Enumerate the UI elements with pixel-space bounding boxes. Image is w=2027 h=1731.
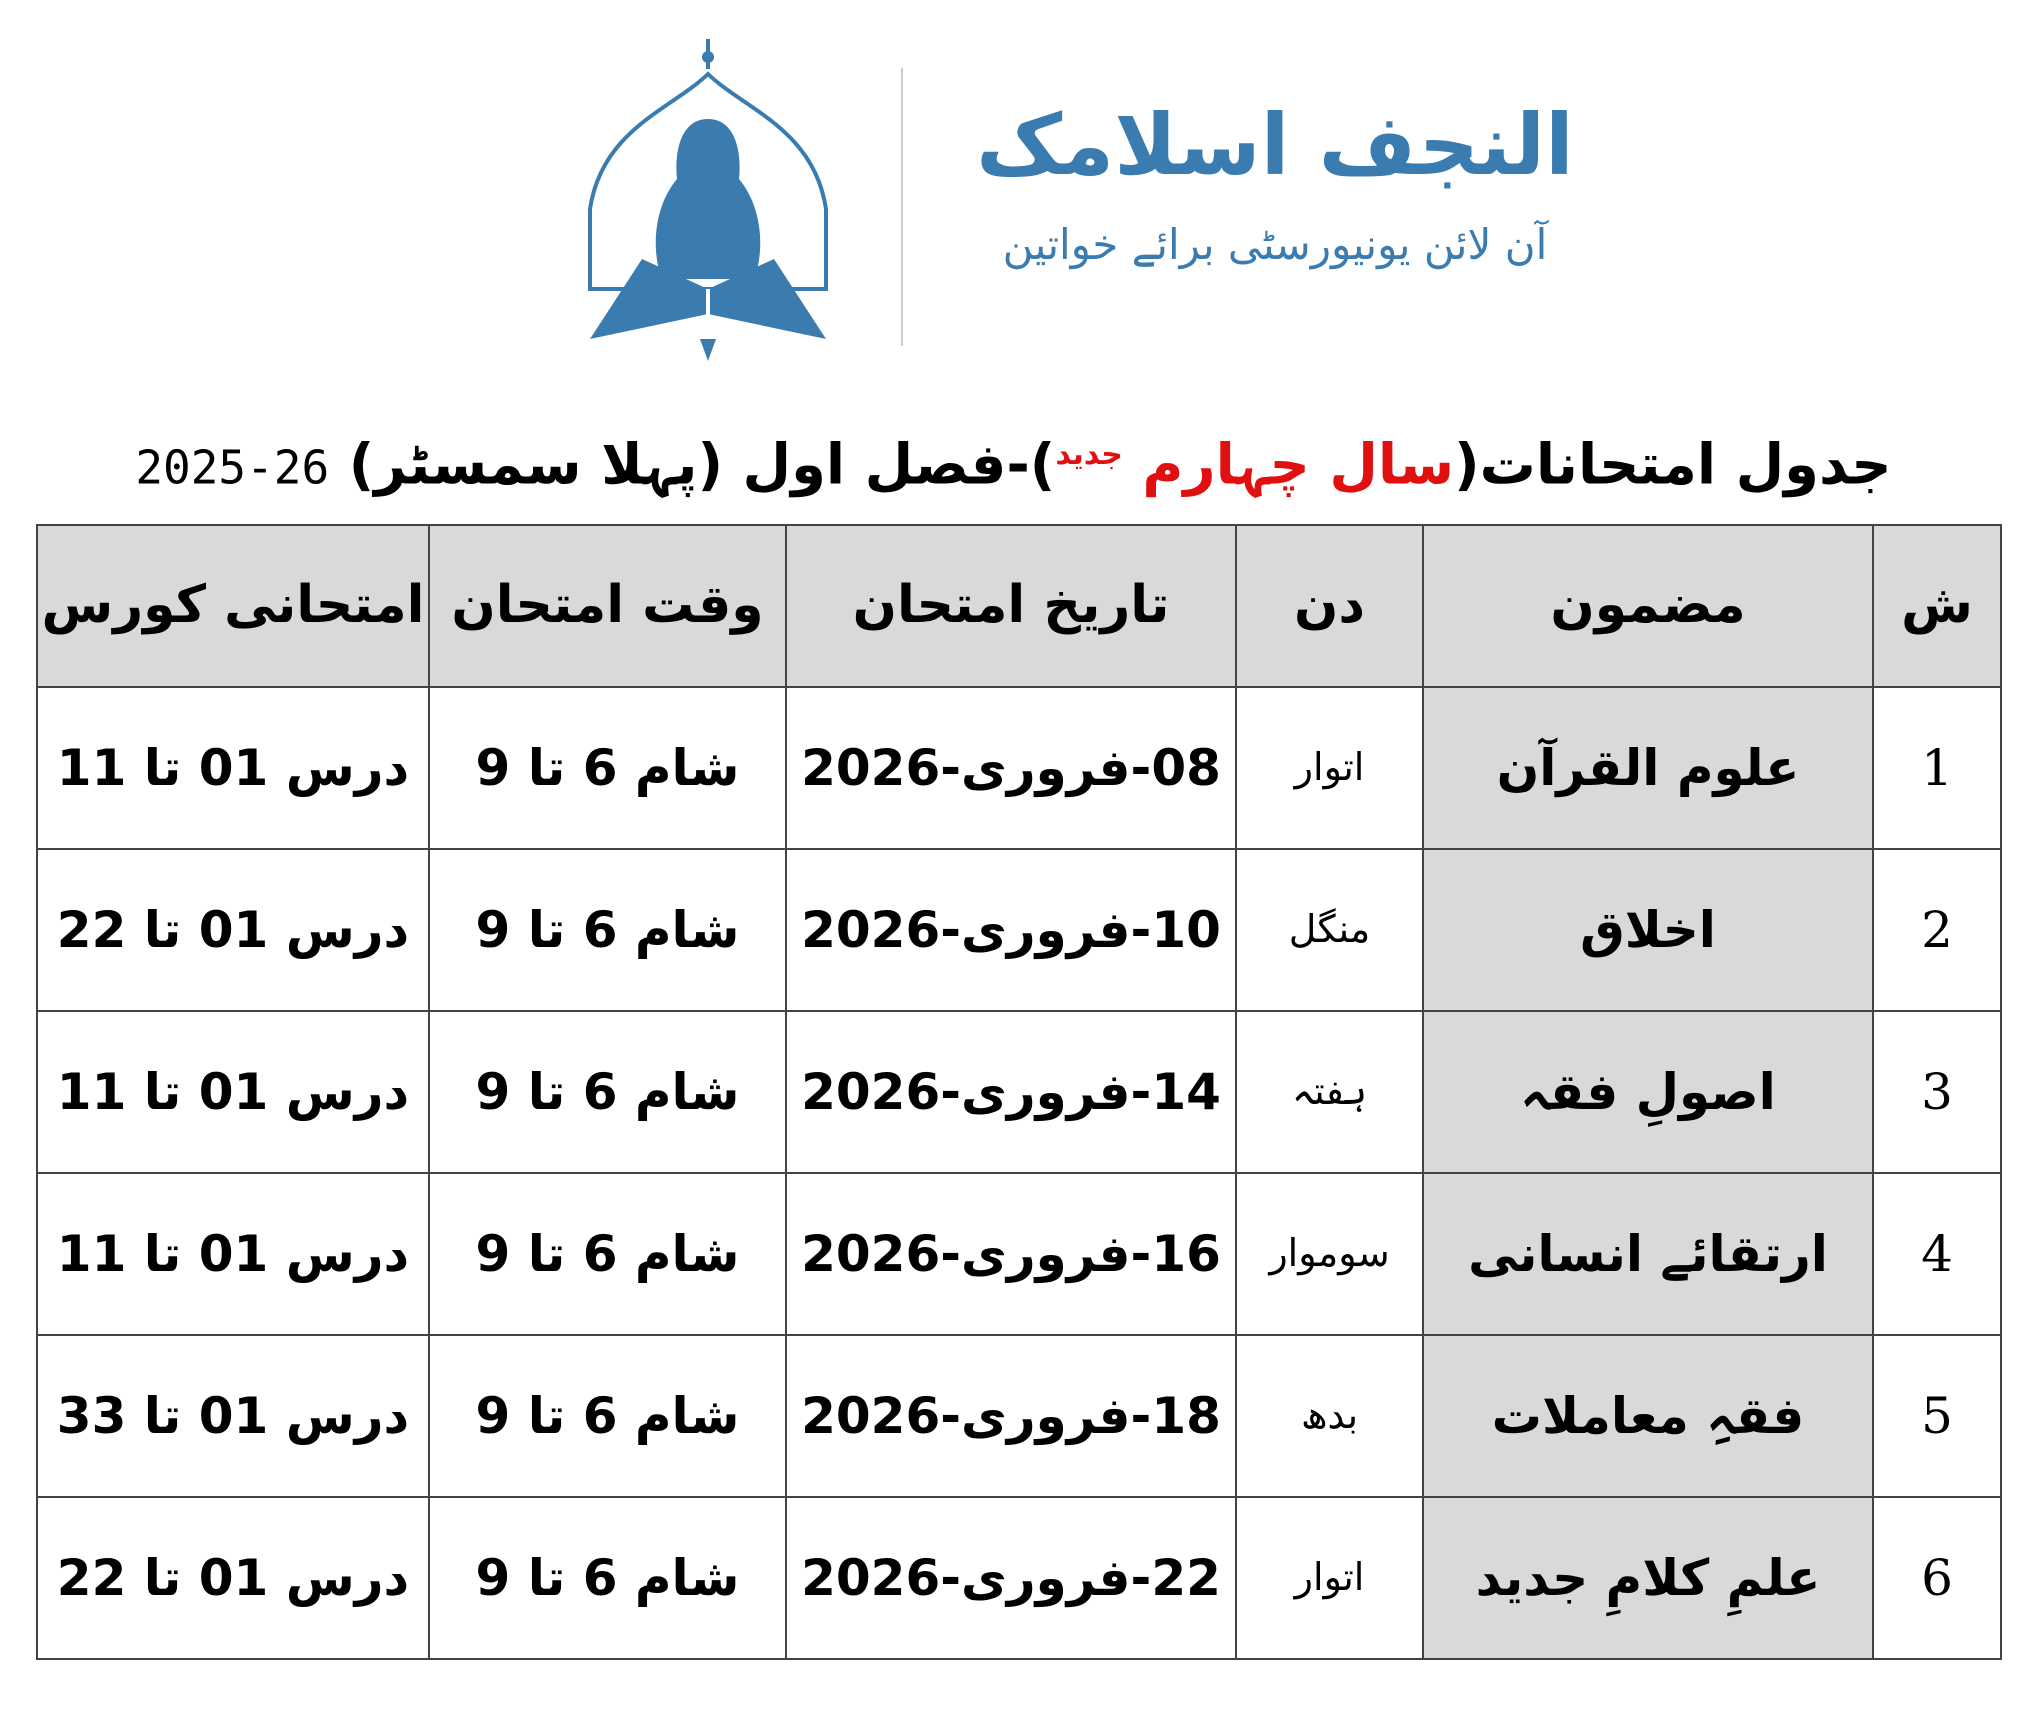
cell-date: 18-فروری-2026: [786, 1335, 1236, 1497]
logo-wordmark: [915, 80, 1635, 280]
cell-course: درس 01 تا 11: [37, 1011, 429, 1173]
header-time: وقت امتحان: [429, 525, 786, 687]
logo-divider: [901, 68, 903, 346]
header-date: تاریخ امتحان: [786, 525, 1236, 687]
cell-course: درس 01 تا 22: [37, 1497, 429, 1659]
cell-day: اتوار: [1236, 1497, 1423, 1659]
cell-sn: 4: [1873, 1173, 2001, 1335]
cell-subject: اخلاق: [1423, 849, 1873, 1011]
exam-schedule-table: [36, 524, 2002, 1660]
cell-time: شام 6 تا 9: [429, 1173, 786, 1335]
cell-day: سوموار: [1236, 1173, 1423, 1335]
header-sn: ش: [1873, 525, 2001, 687]
cell-time: شام 6 تا 9: [429, 1335, 786, 1497]
logo-main-text: النجف اسلامک: [976, 96, 1574, 194]
cell-day: منگل: [1236, 849, 1423, 1011]
cell-course: درس 01 تا 11: [37, 1173, 429, 1335]
cell-time: شام 6 تا 9: [429, 1497, 786, 1659]
cell-course: درس 01 تا 22: [37, 849, 429, 1011]
cell-sn: 3: [1873, 1011, 2001, 1173]
title-close: )-: [1006, 432, 1056, 498]
logo-emblem-icon: [582, 39, 834, 364]
cell-day: ہفتہ: [1236, 1011, 1423, 1173]
table-header-row: [37, 525, 2001, 687]
cell-sn: 6: [1873, 1497, 2001, 1659]
cell-subject: علمِ کلامِ جدید: [1423, 1497, 1873, 1659]
cell-time: شام 6 تا 9: [429, 687, 786, 849]
table-row: [37, 1497, 2001, 1659]
cell-subject: فقہِ معاملات: [1423, 1335, 1873, 1497]
cell-sn: 5: [1873, 1335, 2001, 1497]
title-prefix: جدول امتحانات: [1479, 432, 1892, 498]
cell-subject: ارتقائے انسانی: [1423, 1173, 1873, 1335]
cell-time: شام 6 تا 9: [429, 849, 786, 1011]
header-subject: مضمون: [1423, 525, 1873, 687]
header-day: دن: [1236, 525, 1423, 687]
cell-time: شام 6 تا 9: [429, 1011, 786, 1173]
table-row: [37, 1011, 2001, 1173]
cell-sn: 1: [1873, 687, 2001, 849]
cell-day: بدھ: [1236, 1335, 1423, 1497]
cell-subject: علوم القرآن: [1423, 687, 1873, 849]
title-open-paren: (: [1454, 432, 1480, 498]
logo-sub-text: آن لائن یونیورسٹی برائے خواتین: [1002, 220, 1548, 269]
cell-course: درس 01 تا 33: [37, 1335, 429, 1497]
title-year: 2025-26: [135, 440, 330, 495]
cell-date: 22-فروری-2026: [786, 1497, 1236, 1659]
cell-day: اتوار: [1236, 687, 1423, 849]
table-row: [37, 687, 2001, 849]
cell-date: 08-فروری-2026: [786, 687, 1236, 849]
cell-sn: 2: [1873, 849, 2001, 1011]
cell-course: درس 01 تا 11: [37, 687, 429, 849]
table-row: [37, 849, 2001, 1011]
header-course: امتحانی کورس: [37, 525, 429, 687]
cell-date: 16-فروری-2026: [786, 1173, 1236, 1335]
cell-date: 10-فروری-2026: [786, 849, 1236, 1011]
table-row: [37, 1335, 2001, 1497]
title-highlight-sup: جدید: [1055, 437, 1123, 472]
title-rest: فصل اول (پہلا سمسٹر): [348, 432, 1007, 498]
page-title: [0, 415, 2027, 508]
cell-subject: اصولِ فقہ: [1423, 1011, 1873, 1173]
table-row: [37, 1173, 2001, 1335]
title-highlight: سال چہارم: [1142, 432, 1455, 498]
cell-date: 14-فروری-2026: [786, 1011, 1236, 1173]
